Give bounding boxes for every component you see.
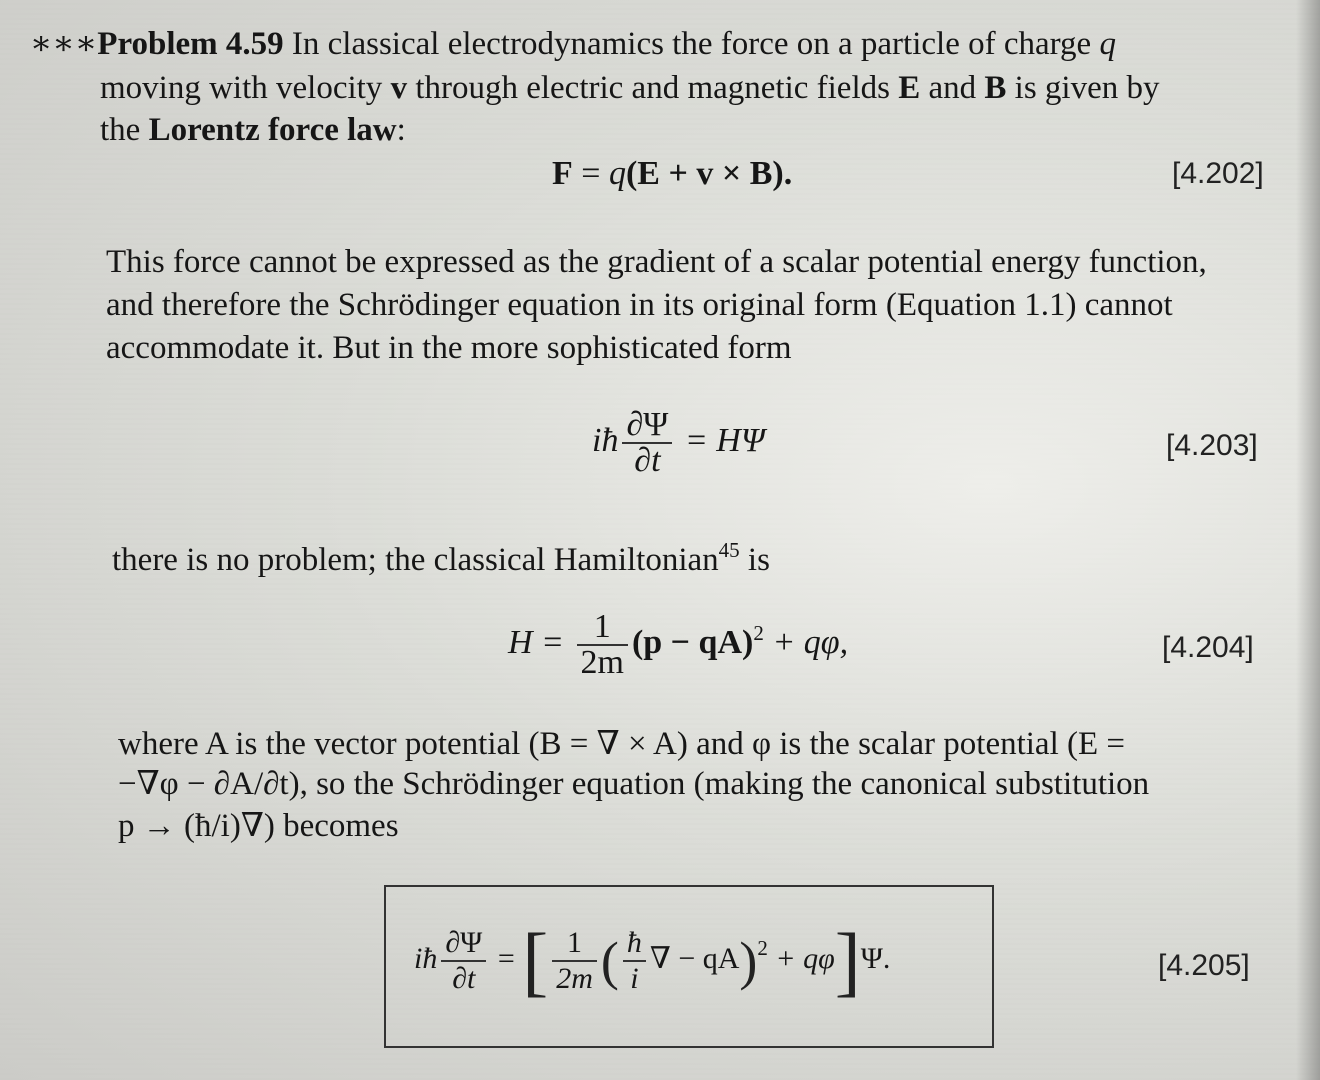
symbol-E: E xyxy=(898,70,921,106)
frac-denominator: ∂t xyxy=(441,960,486,996)
eq-H: H = xyxy=(508,623,573,661)
problem-text: In classical electrodynamics the force on a particle of charge xyxy=(283,26,1100,62)
fraction-hbar-over-i xyxy=(623,926,646,996)
eq-F: F xyxy=(552,155,573,192)
lorentz-force-law-term: Lorentz force law xyxy=(148,112,397,148)
symbol-v: v xyxy=(390,70,408,106)
fraction-1-over-2m xyxy=(577,610,628,680)
page-edge-shadow xyxy=(1296,0,1320,1080)
problem-line-2 xyxy=(100,68,1159,108)
symbol-B: B xyxy=(984,70,1007,106)
equation-tag-4-203: [4.203] xyxy=(1166,429,1258,462)
frac-numerator: ∂Ψ xyxy=(445,926,483,959)
problem-line-1 xyxy=(30,24,1116,64)
eq-square: 2 xyxy=(757,935,768,960)
fraction-dpsi-dt xyxy=(622,408,672,478)
paragraph-4-line-3: p → (ħ/i)∇) becomes xyxy=(118,808,399,844)
equation-4-205 xyxy=(414,917,891,1004)
paragraph-3-tail: is xyxy=(739,542,770,578)
problem-text: moving with velocity xyxy=(100,70,391,106)
eq-body: (E + v × B). xyxy=(625,155,793,192)
eq-momentum-term: (p − qA) xyxy=(631,623,754,661)
frac-denominator: ∂t xyxy=(622,442,672,478)
paragraph-3-text: there is no problem; the classical Hamiltonian xyxy=(112,542,719,578)
equation-tag-4-204: [4.204] xyxy=(1162,631,1254,664)
problem-text: is given by xyxy=(1006,70,1160,106)
equation-4-204 xyxy=(508,610,848,680)
problem-text: through electric and magnetic fields xyxy=(407,70,899,106)
eq-equals: = xyxy=(490,941,523,975)
equation-4-202 xyxy=(552,154,792,194)
eq-ihbar: iħ xyxy=(414,941,438,975)
problem-text: : xyxy=(396,112,406,148)
paragraph-4-line-2: −∇φ − ∂A/∂t), so the Schrödinger equation (making the canonical substitution xyxy=(118,766,1150,802)
problem-text: the xyxy=(100,112,149,148)
eq-psi: Ψ. xyxy=(860,941,891,975)
eq-operator-term: ∇ − qA xyxy=(649,941,740,975)
paragraph-3 xyxy=(112,530,770,580)
problem-line-3 xyxy=(100,110,406,150)
symbol-q: q xyxy=(1099,26,1116,62)
frac-numerator: ħ xyxy=(626,926,642,959)
left-paren: ( xyxy=(600,931,619,991)
frac-denominator: 2m xyxy=(552,960,597,996)
eq-equals: = xyxy=(572,155,609,192)
left-bracket: [ xyxy=(522,917,549,1004)
difficulty-stars: ∗∗∗ xyxy=(30,26,98,62)
problem-text: and xyxy=(920,70,985,106)
eq-potential-term: + qφ, xyxy=(763,623,849,661)
paragraph-2-line-3: accommodate it. But in the more sophisticated form xyxy=(106,330,792,366)
equation-tag-4-202: [4.202] xyxy=(1172,157,1264,190)
eq-square: 2 xyxy=(753,620,764,645)
fraction-1-over-2m xyxy=(552,926,597,996)
problem-label: Problem 4.59 xyxy=(97,26,284,62)
eq-q: q xyxy=(608,155,626,192)
eq-rhs: = HΨ xyxy=(676,421,765,459)
eq-ihbar: iħ xyxy=(592,421,619,459)
frac-denominator: i xyxy=(623,960,646,996)
paragraph-2-line-2: and therefore the Schrödinger equation in its original form (Equation 1.1) cannot xyxy=(106,287,1173,323)
eq-potential-term: + qφ xyxy=(767,941,835,975)
equation-4-203 xyxy=(592,408,765,478)
footnote-marker: 45 xyxy=(718,538,740,562)
frac-numerator: 1 xyxy=(593,608,611,645)
fraction-dpsi-dt xyxy=(441,926,486,996)
right-bracket: ] xyxy=(834,917,861,1004)
right-paren: ) xyxy=(739,931,758,991)
frac-numerator: ∂Ψ xyxy=(626,406,669,443)
frac-denominator: 2m xyxy=(577,644,628,680)
paragraph-4-line-1: where A is the vector potential (B = ∇ × A) and φ is the scalar potential (E = xyxy=(118,726,1125,762)
paragraph-2-line-1: This force cannot be expressed as the gradient of a scalar potential energy function, xyxy=(106,244,1207,280)
equation-tag-4-205: [4.205] xyxy=(1158,949,1250,982)
frac-numerator: 1 xyxy=(567,926,583,959)
